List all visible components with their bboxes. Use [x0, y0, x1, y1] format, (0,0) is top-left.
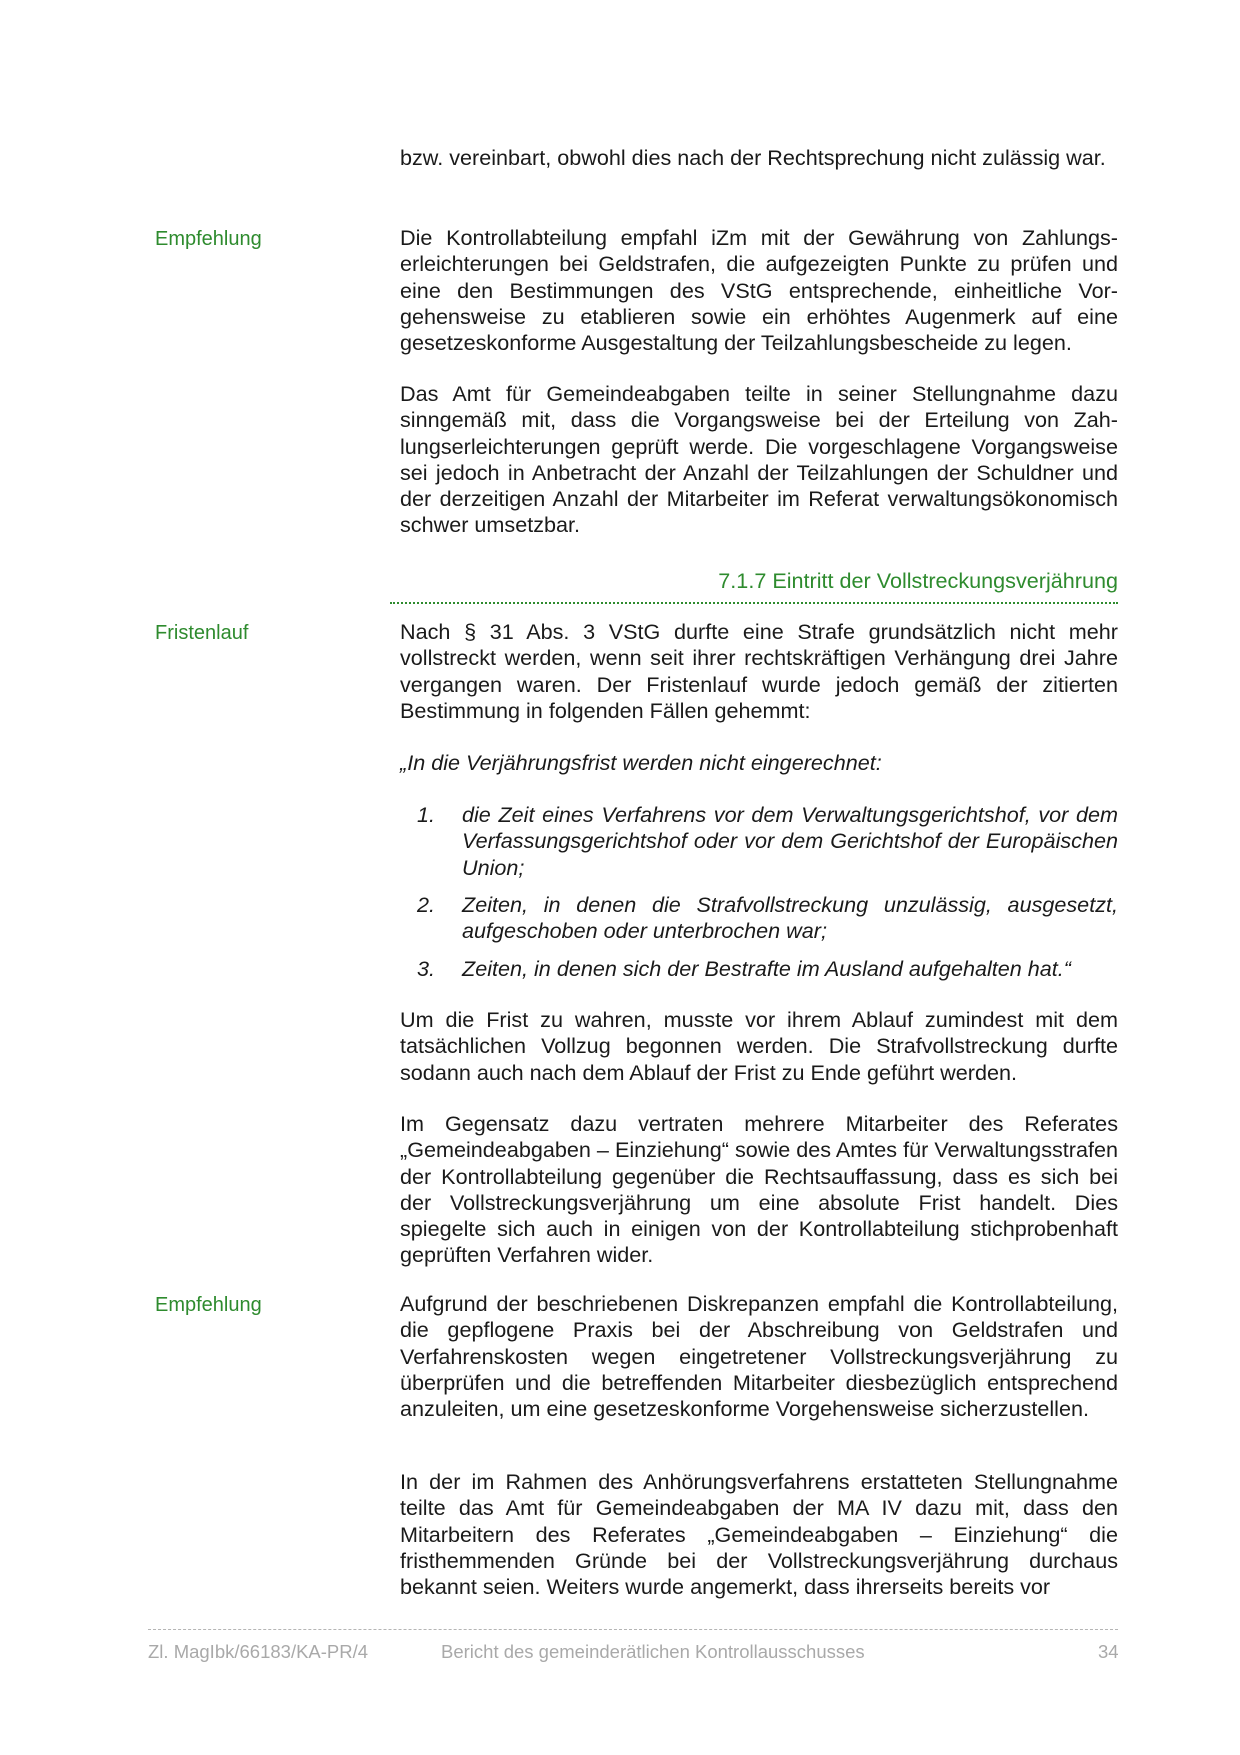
list-item-text: Zeiten, in denen die Strafvollstreckung unzulässig, ausgesetzt, aufgeschoben oder unterbrochen war;	[462, 892, 1118, 944]
paragraph-text: Die Kontrollabteilung empfahl iZm mit der Gewährung von Zahlungserleichterungen bei Geldstrafen, die aufgezeigten Punkte zu prüfen und eine den Bestimmungen des VStG entsprechende, einheitliche Vorgehensweise zu etablieren sowie ein erhöhtes Augenmerk auf eine gesetzeskonforme Ausgestaltung der Teilzahlungsbescheide zu legen.	[400, 225, 1118, 356]
list-item-number: 3.	[417, 956, 436, 981]
paragraph-deadline	[400, 1007, 1118, 1086]
list-item-number: 2.	[417, 892, 436, 917]
quote-intro	[400, 750, 1118, 776]
footer-divider	[148, 1629, 1118, 1630]
paragraph-continuation	[400, 145, 1118, 171]
paragraph-recommendation	[400, 225, 1118, 356]
section-heading-text: 7.1.7 Eintritt der Vollstreckungsverjährung	[718, 568, 1118, 593]
section-heading	[390, 566, 1118, 604]
paragraph-legal-basis	[400, 619, 1118, 724]
paragraph-contrary-view	[400, 1111, 1118, 1269]
quote-intro-text: „In die Verjährungsfrist werden nicht eingerechnet:	[400, 750, 882, 775]
paragraph-text: Im Gegensatz dazu vertraten mehrere Mitarbeiter des Referates „Gemeindeabgaben – Einziehung“ sowie des Amtes für Verwaltungsstrafen der Kontrollabteilung gegenüber die Rechtsauffassung, dass es sich bei der Vollstreckungsverjährung um eine absolute Frist handelt. Dies spiegelte sich auch in einigen von der Kontrollabteilung stichprobenhaft geprüften Verfahren wider.	[400, 1111, 1118, 1268]
paragraph-text: Das Amt für Gemeindeabgaben teilte in seiner Stellungnahme dazu sinngemäß mit, dass die Vorgangsweise bei der Erteilung von Zahlungserleichterungen geprüft werde. Die vorgeschlagene Vorgangsweise sei jedoch in Anbetracht der Anzahl der Teilzahlungen der Schuldner und der derzeitigen Anzahl der Mitarbeiter im Referat verwaltungsökonomisch schwer umsetzbar.	[400, 381, 1118, 538]
paragraph-text: bzw. vereinbart, obwohl dies nach der Rechtsprechung nicht zulässig war.	[400, 145, 1106, 170]
list-item-text: die Zeit eines Verfahrens vor dem Verwaltungsgerichtshof, vor dem Verfassungsgerichtshof oder vor dem Gerichtshof der Europäischen Union;	[462, 802, 1118, 880]
margin-note-fristenlauf: Fristenlauf	[155, 622, 249, 644]
footer-title: Bericht des gemeinderätlichen Kontrollausschusses	[441, 1641, 865, 1662]
paragraph-text: Nach § 31 Abs. 3 VStG durfte eine Strafe grundsätzlich nicht mehr vollstreckt werden, wenn seit ihrer rechtskräftigen Verhängung drei Jahre vergangen waren. Der Fristenlauf wurde jedoch gemäß der zitierten Bestimmung in folgenden Fällen gehemmt:	[400, 619, 1118, 723]
paragraph-text: Um die Frist zu wahren, musste vor ihrem Ablauf zumindest mit dem tatsächlichen Vollzug begonnen werden. Die Strafvollstreckung durfte sodann auch nach dem Ablauf der Frist zu Ende geführt werden.	[400, 1007, 1118, 1085]
paragraph-hearing-statement	[400, 1469, 1118, 1600]
list-item-text: Zeiten, in denen sich der Bestrafte im Ausland aufgehalten hat.“	[462, 956, 1071, 981]
paragraph-recommendation-2	[400, 1291, 1118, 1422]
footer-page-number: 34	[1098, 1641, 1119, 1662]
paragraph-text: Aufgrund der beschriebenen Diskrepanzen empfahl die Kontrollabteilung, die gepflogene Praxis bei der Abschreibung von Geldstrafen und Verfahrenskosten wegen eingetretener Vollstreckungsverjährung zu überprüfen und die betreffenden Mitarbeiter diesbezüglich entsprechend anzuleiten, um eine gesetzeskonforme Vorgehensweise sicherzustellen.	[400, 1291, 1118, 1422]
list-item-number: 1.	[417, 802, 436, 827]
margin-note-empfehlung: Empfehlung	[155, 1294, 262, 1316]
paragraph-text: In der im Rahmen des Anhörungsverfahrens erstatteten Stellungnahme teilte das Amt für Gemeindeabgaben der MA IV dazu mit, dass den Mitarbeitern des Referates „Gemeindeabgaben – Einziehung“ die fristhemmenden Gründe bei der Vollstreckungsverjährung durchaus bekannt seien. Weiters wurde angemerkt, dass ihrerseits bereits vor	[400, 1469, 1118, 1600]
footer-reference: Zl. MagIbk/66183/KA-PR/4	[148, 1641, 369, 1662]
paragraph-statement	[400, 381, 1118, 539]
margin-note-empfehlung: Empfehlung	[155, 228, 262, 250]
